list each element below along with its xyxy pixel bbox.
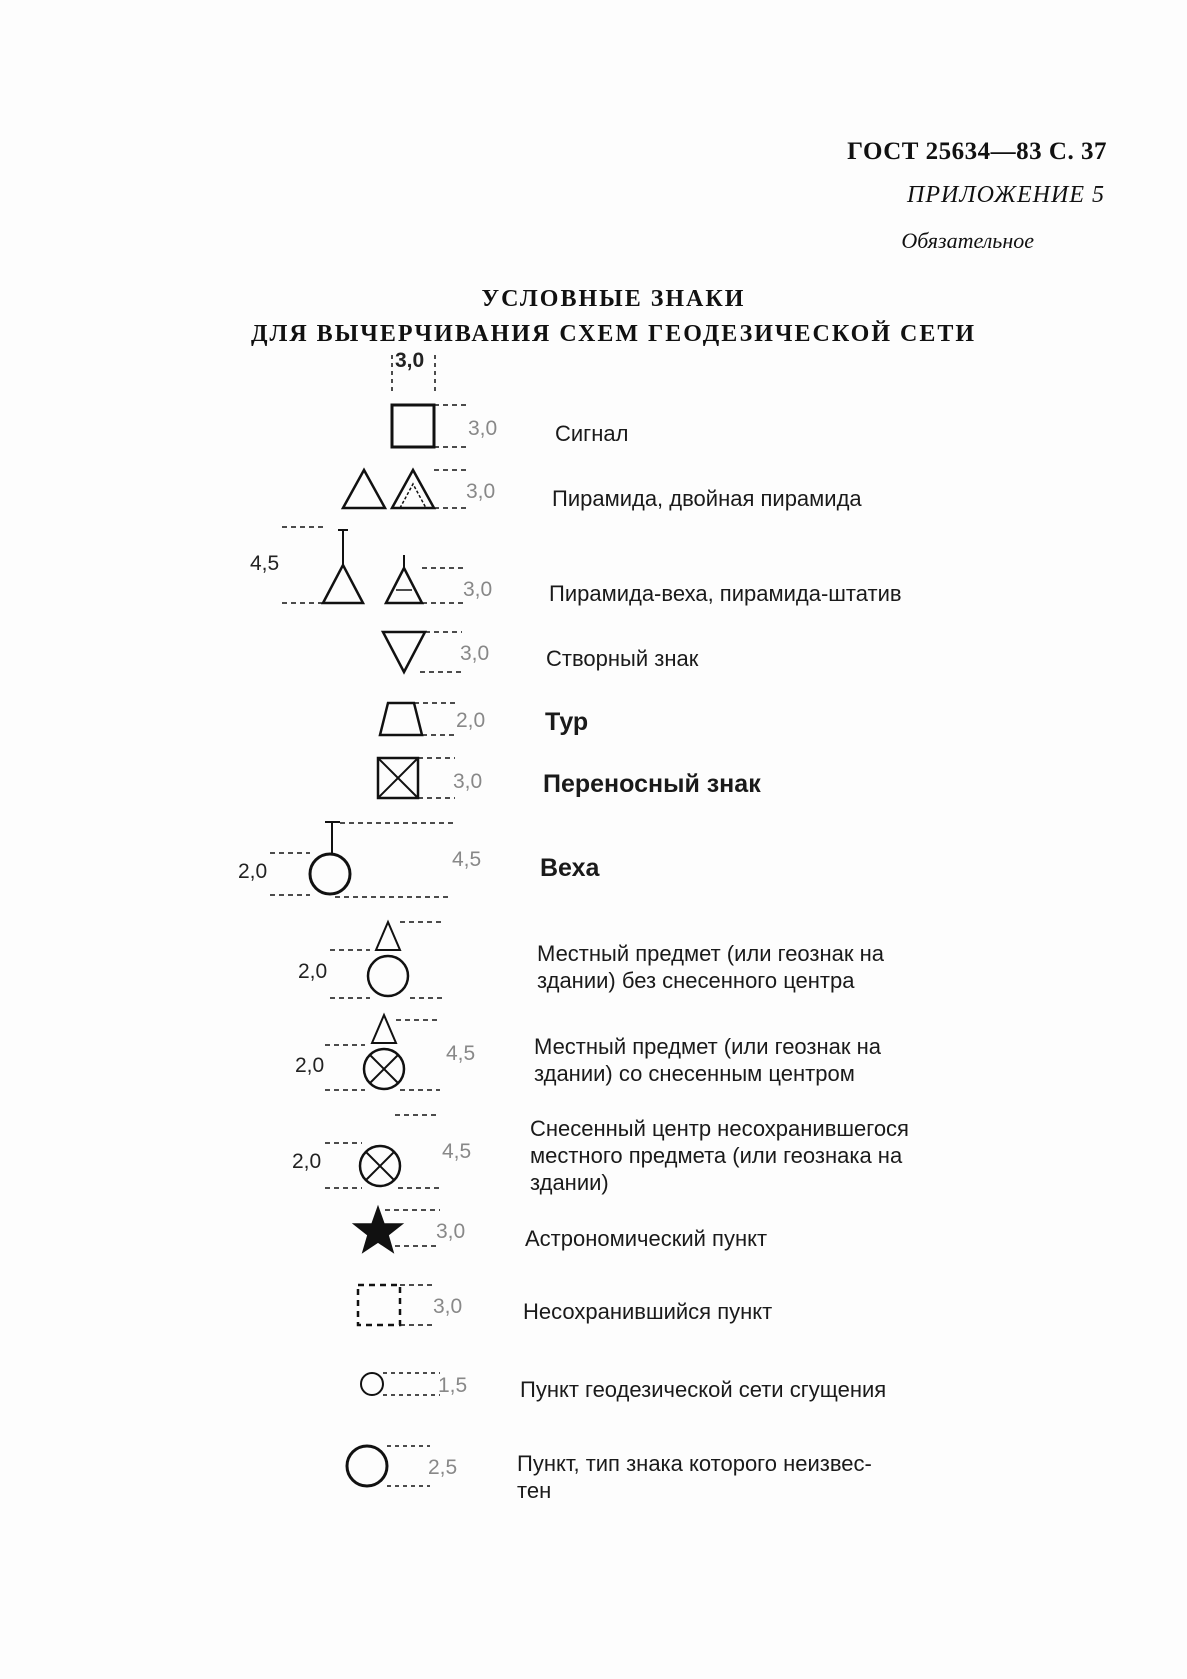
densification-point-label: Пункт геодезической сети сгущения [520,1377,887,1402]
unknown-point-label-line-2: тен [517,1478,552,1503]
signal-symbol [392,405,497,447]
pole-circle-dimension: 2,0 [238,860,268,883]
local-object-label-line-2: здании) без снесенного центра [537,968,855,993]
moved-center-height-dimension: 4,5 [442,1140,472,1163]
pyramid-pole-height-dimension: 4,5 [250,552,280,575]
local-object-centered-label-line-1: Местный предмет (или геознак на [534,1034,882,1059]
portable-sign-symbol [378,758,482,798]
pyramid-pole-symbol [250,527,492,603]
local-object-circle-dimension: 2,0 [298,960,328,983]
local-object-label-line-1: Местный предмет (или геознак на [537,941,885,966]
signal-label: Сигнал [555,421,629,446]
standard-page-header: ГОСТ 25634—83 С. 37 [847,138,1107,165]
pole-height-dimension: 4,5 [452,848,482,871]
top-dimension [392,349,435,395]
moved-center-label-line-1: Снесенный центр несохранившегося [530,1116,909,1141]
tour-symbol [380,703,485,735]
appendix-label: ПРИЛОЖЕНИЕ 5 [907,182,1105,208]
pyramid-pole-dimension: 3,0 [463,578,493,601]
densification-point-symbol [361,1373,467,1397]
local-object-label [537,940,884,994]
lost-point-label: Несохранившийся пункт [523,1299,773,1324]
unknown-point-label-line-1: Пункт, тип знака которого неизвес- [517,1451,872,1476]
densification-point-dimension: 1,5 [438,1374,468,1397]
pole-symbol [238,822,481,897]
tour-dimension: 2,0 [456,709,486,732]
local-object-centered-label [534,1033,881,1087]
astronomical-point-dimension: 3,0 [436,1220,466,1243]
unknown-point-dimension: 2,5 [428,1456,458,1479]
local-object-centered-circle-dimension: 2,0 [295,1054,325,1077]
pyramid-symbol [343,470,495,508]
astronomical-point-symbol [354,1207,465,1252]
alignment-sign-dimension: 3,0 [460,642,490,665]
unknown-point-label [517,1450,872,1504]
pyramid-pole-label: Пирамида-веха, пирамида-штатив [549,581,902,606]
lost-point-dimension: 3,0 [433,1295,463,1318]
top-dimension-value: 3,0 [395,349,425,372]
local-object-centered-height-dimension: 4,5 [446,1042,476,1065]
astronomical-point-label: Астрономический пункт [525,1226,768,1251]
portable-sign-label: Переносный знак [543,770,761,798]
lost-point-symbol [358,1285,462,1325]
moved-center-label [530,1115,909,1196]
pyramid-label: Пирамида, двойная пирамида [552,486,862,511]
local-object-symbol [298,922,445,998]
unknown-point-symbol [347,1446,457,1486]
alignment-sign-label: Створный знак [546,646,699,671]
appendix-status: Обязательное [901,228,1034,253]
document-title-line-1: УСЛОВНЫЕ ЗНАКИ [481,286,746,312]
local-object-centered-label-line-2: здании) со снесенным центром [534,1061,855,1086]
tour-label: Тур [545,708,589,736]
moved-center-symbol [292,1115,471,1188]
moved-center-label-line-2: местного предмета (или геознака на [530,1143,903,1168]
moved-center-label-line-3: здании) [530,1170,609,1195]
document-title-line-2: ДЛЯ ВЫЧЕРЧИВАНИЯ СХЕМ ГЕОДЕЗИЧЕСКОЙ СЕТИ [250,321,977,347]
moved-center-circle-dimension: 2,0 [292,1150,322,1173]
alignment-sign-symbol [383,632,489,672]
signal-dimension: 3,0 [468,417,498,440]
pole-label: Веха [540,854,600,882]
pyramid-dimension: 3,0 [466,480,496,503]
portable-sign-dimension: 3,0 [453,770,483,793]
local-object-centered-symbol [295,1015,475,1090]
